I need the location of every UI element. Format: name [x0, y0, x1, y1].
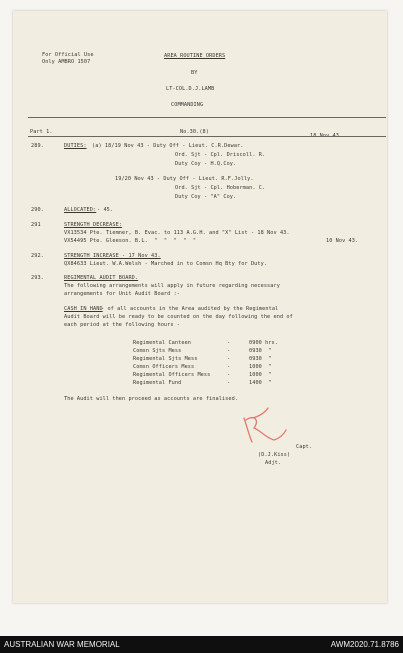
- item-293-paragraph: The following arrangements will apply in future regarding necessary: [64, 283, 280, 289]
- item-292-heading: STRENGTH INCREASE - 17 Nov 43.: [64, 253, 161, 259]
- schedule-time: 1000 ": [249, 372, 272, 378]
- schedule-time: 1400 ": [249, 380, 272, 386]
- document-commanding: COMMANDING: [171, 102, 204, 108]
- item-292-number: 292.: [31, 253, 44, 259]
- item-292-line: QX84633 Lieut. W.A.Welsh - Marched in to Comsn Hq Bty for Duty.: [64, 261, 268, 267]
- item-290-heading: ALLOCATED:: [64, 207, 97, 213]
- signature-rank: Capt.: [296, 444, 313, 450]
- document-by: BY: [191, 70, 198, 76]
- item-290-value: - 45.: [97, 207, 114, 213]
- schedule-name: Regimental Sjts Mess: [133, 356, 198, 362]
- item-289-line: Duty Coy - "A" Coy.: [175, 194, 237, 200]
- order-date: 18 Nov 43.: [310, 133, 343, 139]
- item-293-closing: The Audit will then proceed as accounts are finalised.: [64, 396, 239, 402]
- schedule-name: Regimental Fund: [133, 380, 182, 386]
- signature-role: Adjt.: [265, 460, 282, 466]
- item-293-number: 293.: [31, 275, 44, 281]
- cash-in-hand-text: Audit Board will be ready to be counted on the day following the end of: [64, 314, 293, 320]
- item-291-date: 10 Nov 43.: [326, 238, 359, 244]
- item-289-line: Ord. Sjt - Cpl. Driscoll. R.: [175, 152, 266, 158]
- schedule-name: Regimental Canteen: [133, 340, 192, 346]
- schedule-dash: -: [227, 340, 231, 346]
- schedule-dash: -: [227, 356, 231, 362]
- document-author: LT-COL.D.J.LAMB: [166, 86, 215, 92]
- schedule-name: Regimental Officers Mess: [133, 372, 211, 378]
- archive-footer: [0, 636, 403, 653]
- order-number: No.30.(8): [180, 129, 210, 135]
- document-title: AREA ROUTINE ORDERS: [164, 53, 226, 59]
- schedule-time: 0930 ": [249, 348, 272, 354]
- part-label: Part 1.: [30, 129, 53, 135]
- official-use-stamp-line2: Only AMBRO 1507: [42, 59, 91, 65]
- item-293-paragraph: arrangements for Unit Audit Board :-: [64, 291, 181, 297]
- schedule-time: 0900 hrs.: [249, 340, 279, 346]
- item-289-line: Duty Coy - H.Q.Coy.: [175, 161, 237, 167]
- official-use-stamp-line1: For Official Use: [42, 52, 94, 58]
- schedule-time: 0930 ": [249, 356, 272, 362]
- schedule-dash: -: [227, 380, 231, 386]
- schedule-name: Comsn Officers Mess: [133, 364, 195, 370]
- signature-stroke: [244, 408, 286, 442]
- schedule-name: Comsn Sjts Mess: [133, 348, 182, 354]
- footer-institution: AUSTRALIAN WAR MEMORIAL: [4, 640, 120, 649]
- item-289-heading: DUTIES:: [64, 143, 87, 149]
- item-291-line: VX54495 Pte. Gleeson. B.L. " " " " ": [64, 238, 197, 244]
- item-289-number: 289.: [31, 143, 44, 149]
- schedule-dash: -: [227, 364, 231, 370]
- item-289-line: (a) 18/19 Nov 43 - Duty Off - Lieut. C.R.Dewar.: [92, 143, 244, 149]
- signature-name: (D.J.Kiss): [258, 452, 291, 458]
- header-rule-top: [28, 117, 386, 118]
- cash-in-hand-heading: CASH IN HAND: [64, 306, 103, 312]
- item-289-line: 19/20 Nov 43 - Duty Off - Lieut. R.F.Jolly.: [115, 176, 254, 182]
- schedule-time: 1000 ": [249, 364, 272, 370]
- handwritten-signature: [238, 404, 290, 446]
- item-290-number: 290.: [31, 207, 44, 213]
- item-289-line: Ord. Sjt - Cpl. Hoberman. C.: [175, 185, 266, 191]
- item-291-heading: STRENGTH DECREASE:: [64, 222, 123, 228]
- footer-accession-number: AWM2020.71.8786: [330, 640, 399, 649]
- cash-in-hand-text: - of all accounts in the Area audited by the Regimental: [101, 306, 279, 312]
- schedule-dash: -: [227, 372, 231, 378]
- item-291-number: 291: [31, 222, 41, 228]
- cash-in-hand-text: each period at the following hours -: [64, 322, 181, 328]
- schedule-dash: -: [227, 348, 231, 354]
- item-293-heading: REGIMENTAL AUDIT BOARD.: [64, 275, 139, 281]
- item-291-line: VX13534 Pte. Tiemner, B. Evac. to 113 A.G.H. and "X" List - 18 Nov 43.: [64, 230, 290, 236]
- header-rule-bottom: [28, 136, 386, 137]
